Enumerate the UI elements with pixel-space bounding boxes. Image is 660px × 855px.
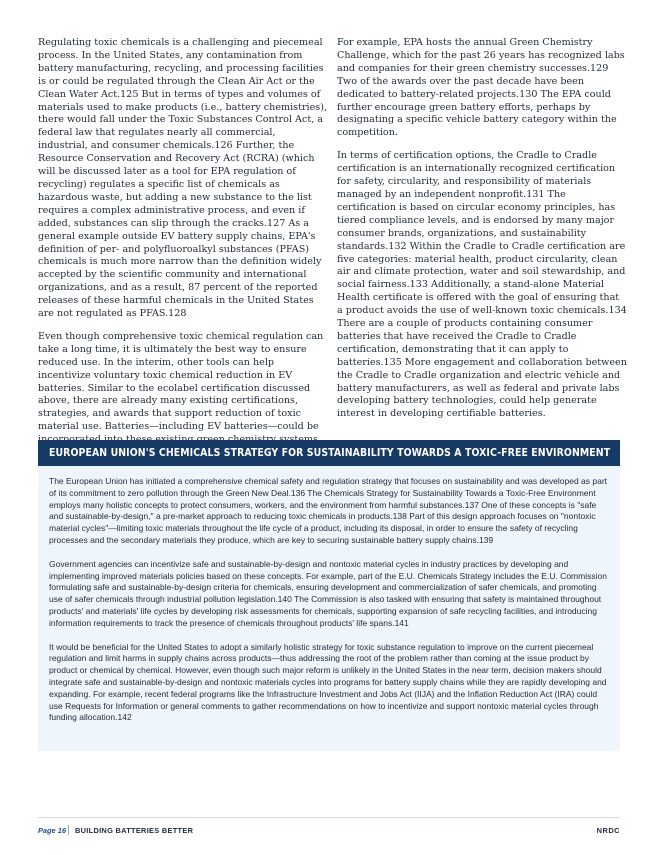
body-paragraph: In terms of certification options, the Cradle to Cradle certification is an internationally recognized certification for safety, circularity, and responsibility of materials managed by an independent nonprofit.131 The certification is based on circular economy principles, has tiered compliance levels, and is endorsed by many major consumer brands, organizations, and sustainability standards.132 Within the Cradle to Cradle certification are five categories: material health, product circularity, clean air and climate protection, water and soil stewardship, and social fairness.133 Additionally, a stand-alone Material Health certificate is offered with the goal of ensuring that a product avoids the use of well-known toxic chemicals.134 There are a couple of products containing consumer batteries that have received the Cradle to Cradle certification, demonstrating that it can apply to batteries.135 More engagement and collaboration between the Cradle to Cradle organization and electric vehicle and battery manufacturers, as well as federal and private labs developing battery technologies, could help generate interest in developing certifiable batteries. — [337, 150, 627, 420]
org-name: NRDC — [596, 826, 620, 835]
page-footer — [38, 824, 620, 838]
publication-title: BUILDING BATTERIES BETTER — [75, 826, 194, 835]
body-paragraph: Even though comprehensive toxic chemical regulation can take a long time, it is ultimately the best way to ensure reduced use. In the interim, other tools can help incentivize voluntary toxic chemical reduction in EV batteries. Similar to the ecolabel certification discussed above, there are already many existing certifications, strategies, and awards that support reduction of toxic material use. Batteries—including EV batteries—could be — [38, 330, 324, 433]
sidebar-box — [38, 440, 620, 751]
sidebar-box-title: EUROPEAN UNION'S CHEMICALS STRATEGY FOR SUSTAINABILITY TOWARDS A TOXIC-FREE ENVIRONMENT — [38, 440, 620, 466]
right-column — [337, 37, 627, 431]
sidebar-box-body — [38, 466, 620, 724]
sidebar-paragraph: Government agencies can incentivize safe and sustainable-by-design and nontoxic material cycles in industry practices by developing and implementing improved materials policies based on these concepts. For example, part of the E.U. Chemicals Strategy includes the E.U. Commission formulating safe and sustainable-by-design criteria for chemicals, ensuring development and commercialization of safer chemicals, and promoting use of safer chemicals through industrial pollution legislation.140 The Commission is also tasked with ensuring that safety is maintained throughout products' and materials' life cycles by developing risk assessments for chemicals, supporting expansion of safe recycling facilities, and introducing information requirements to track the presence of chemicals throughout products' life spans.141 — [49, 558, 607, 628]
sidebar-paragraph: The European Union has initiated a comprehensive chemical safety and regulation strategy that focuses on sustainability and was developed as part of its commitment to zero pollution through the Green New Deal.136 The Chemicals Strategy for Sustainability Towards a Toxic-Free Environment employs many holistic concepts to protect consumers, workers, and the environment from harmful substances.137 One of these concepts is "safe and sustainable-by-design," a pre-market approach to reducing toxic chemicals in products.138 Part of this design approach focuses on "nontoxic material cycles"—limiting toxic materials throughout the life cycle of a product, including its disposal, in order to ensure the safety of recycling processes and the secondary materials they produce, which are key to securing sustainable battery supply chains.139 — [49, 476, 608, 545]
body-paragraph: Regulating toxic chemicals is a challenging and piecemeal process. In the United States, any contamination from battery manufacturing, recycling, and processing facilities is or could be regulated through the Clean Air Act or the Clean Water Act.125 But in terms of types and volumes of materials used to make products (i.e., battery chemistries), there would fall under the Toxic Substances Control Act, a federal law that regulates nearly all commercial, industrial, and consumer chemicals.126 Further, the Resource Conservation and Recovery Act (RCRA) (which will be discussed later as a tool for EPA regulation of recycling) regulates a specific list of chemicals as hazardous waste, but adding a new substance to the list requires a complex administrative process, and even if added, substances can slip through the cracks.127 As a general example outside EV battery supply chains, EPA's definition of per- and polyfluoroalkyl substances (PFAS) chemicals is much more narrow than the definition widely accepted by the scientific community and international organizations, and as a result, 87 percent of the reported releases of these harmful chemicals in the United States are not regulated as PFAS.128 — [38, 37, 328, 320]
footer-separator — [68, 825, 69, 835]
body-paragraph: For example, EPA hosts the annual Green Chemistry Challenge, which for the past 26 years has recognized labs and companies for their green chemistry successes.129 Two of the awards over the past decade have been dedicated to battery-related projects.130 The EPA could further encourage green battery efforts, perhaps by designating a specific vehicle battery category within the competition. — [337, 37, 625, 139]
footer-divider — [38, 817, 620, 818]
page-number: Page 16 — [38, 826, 66, 835]
sidebar-paragraph: It would be beneficial for the United States to adopt a similarly holistic strategy for toxic substance regulation to improve on the current piecemeal regulation and limit harms in supply chains across products—thus addressing the root of the problem rather than coming at the issue product by product or chemical by chemical. However, even though such major reform is unlikely in the United States in the near term, decision makers should integrate safe and sustainable-by-design and nontoxic materials cycles into programs for battery supply chains while they are rapidly developing and expanding. For example, recent federal programs like the Infrastructure Investment and Jobs Act (IIJA) and the Inflation Reduction Act (IRA) could use Requests for Information or general comments to gather recommendations on how to incentivize and support nontoxic material cycles through funding allocation.142 — [49, 641, 607, 723]
left-column — [38, 37, 328, 457]
